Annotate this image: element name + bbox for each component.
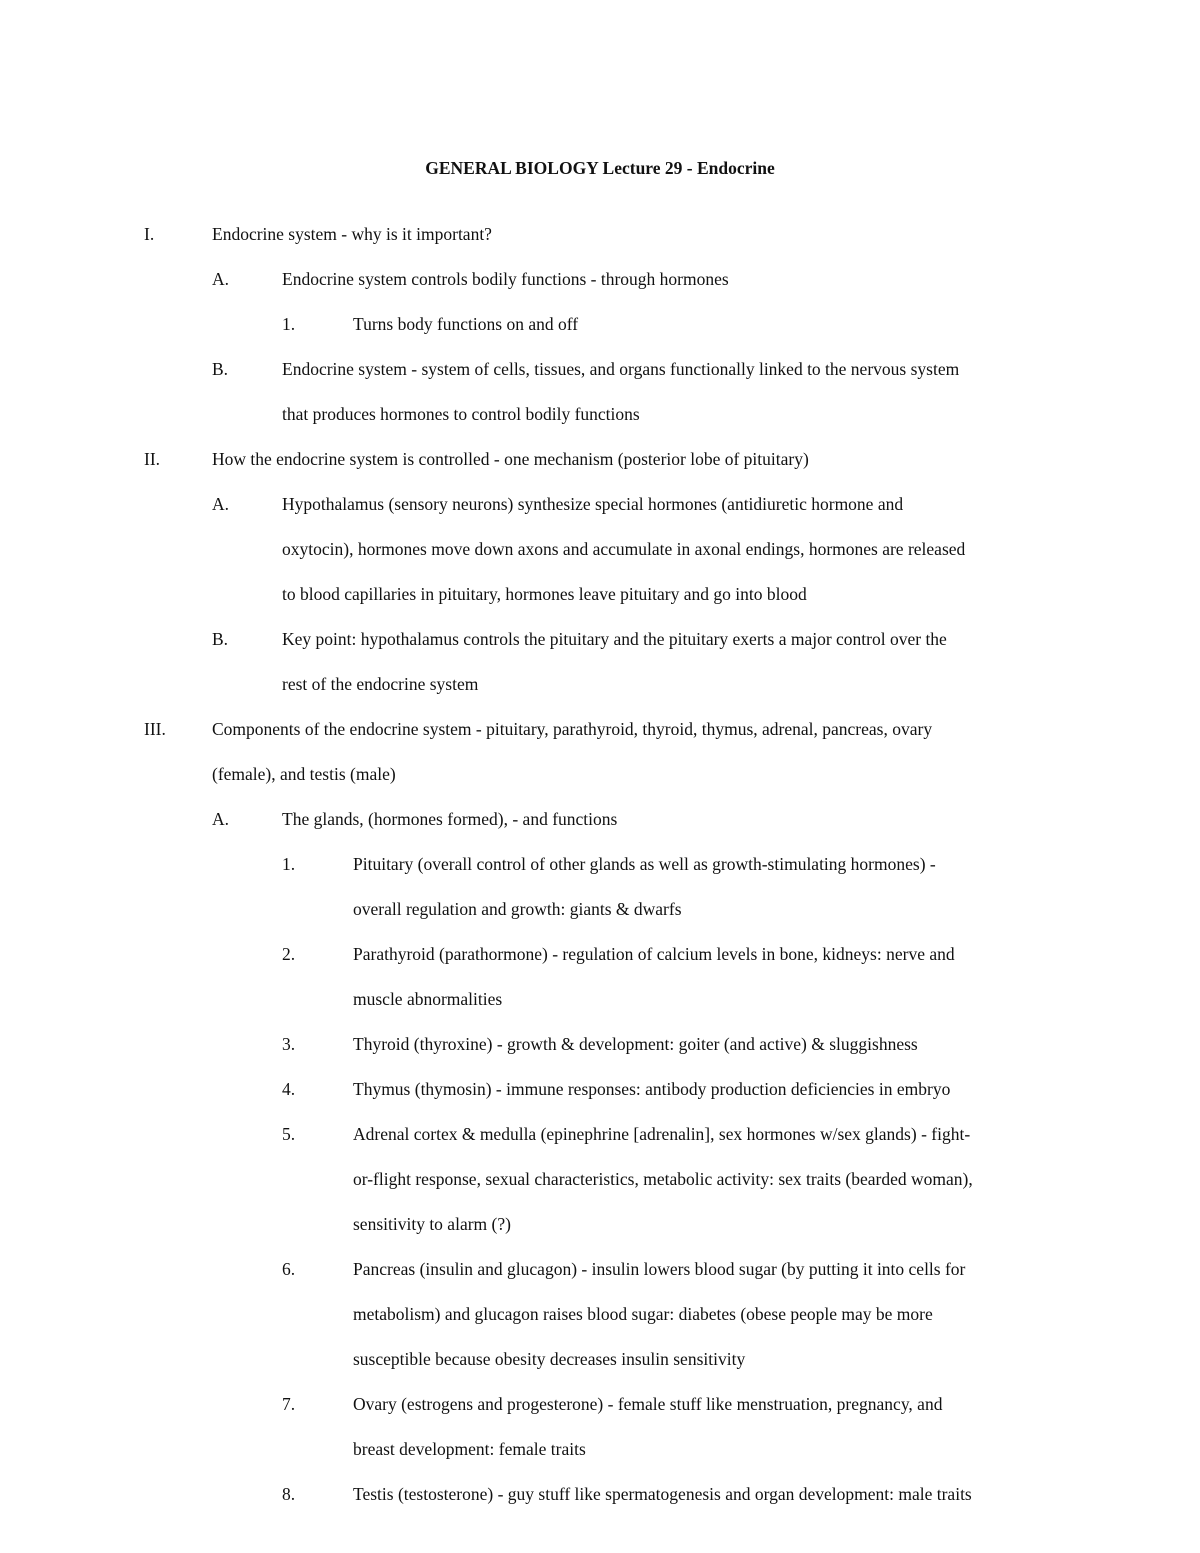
item-text-line: Thymus (thymosin) - immune responses: antibody production deficiencies in embryo — [353, 1079, 951, 1099]
subsection-text-line: Hypothalamus (sensory neurons) synthesize special hormones (antidiuretic hormone and — [282, 494, 904, 514]
subsection-marker: A. — [212, 494, 230, 514]
item-text-line: Pancreas (insulin and glucagon) - insulin lowers blood sugar (by putting it into cells for — [353, 1259, 966, 1279]
item-text-line: metabolism) and glucagon raises blood sugar: diabetes (obese people may be more — [353, 1304, 933, 1324]
item-marker: 2. — [282, 944, 296, 964]
page-title: GENERAL BIOLOGY Lecture 29 - Endocrine — [425, 158, 775, 178]
subsection-marker: A. — [212, 809, 230, 829]
subsection-text-line: Endocrine system - system of cells, tissues, and organs functionally linked to the nervous system — [282, 359, 960, 379]
item-text-line: Turns body functions on and off — [353, 314, 579, 334]
subsection-marker: B. — [212, 629, 229, 649]
item-marker: 8. — [282, 1484, 296, 1504]
subsection-marker: A. — [212, 269, 230, 289]
item-text-line: Testis (testosterone) - guy stuff like spermatogenesis and organ development: male traits — [353, 1484, 972, 1504]
subsection-text-line: The glands, (hormones formed), - and functions — [282, 809, 618, 829]
subsection-text-line: to blood capillaries in pituitary, hormones leave pituitary and go into blood — [282, 584, 807, 604]
subsection-marker: B. — [212, 359, 229, 379]
item-text-line: Ovary (estrogens and progesterone) - female stuff like menstruation, pregnancy, and — [353, 1394, 943, 1414]
item-marker: 4. — [282, 1079, 296, 1099]
item-marker: 6. — [282, 1259, 296, 1279]
item-text-line: susceptible because obesity decreases insulin sensitivity — [353, 1349, 746, 1369]
subsection-text-line: Endocrine system controls bodily functions - through hormones — [282, 269, 729, 289]
subsection-text-line: Key point: hypothalamus controls the pituitary and the pituitary exerts a major control over the — [282, 629, 947, 649]
item-text-line: overall regulation and growth: giants & dwarfs — [353, 899, 682, 919]
section-text-line: How the endocrine system is controlled - one mechanism (posterior lobe of pituitary) — [212, 449, 809, 469]
section-marker: I. — [144, 224, 155, 244]
item-marker: 5. — [282, 1124, 296, 1144]
section-marker: II. — [144, 449, 161, 469]
item-text-line: sensitivity to alarm (?) — [353, 1214, 511, 1234]
item-text-line: Adrenal cortex & medulla (epinephrine [adrenalin], sex hormones w/sex glands) - fight- — [353, 1124, 971, 1144]
item-text-line: Thyroid (thyroxine) - growth & development: goiter (and active) & sluggishness — [353, 1034, 918, 1054]
subsection-text-line: rest of the endocrine system — [282, 674, 479, 694]
item-text-line: muscle abnormalities — [353, 989, 503, 1009]
item-text-line: or-flight response, sexual characteristics, metabolic activity: sex traits (bearded woman), — [353, 1169, 973, 1189]
item-marker: 7. — [282, 1394, 296, 1414]
item-text-line: Parathyroid (parathormone) - regulation of calcium levels in bone, kidneys: nerve and — [353, 944, 955, 964]
section-text-line: Endocrine system - why is it important? — [212, 224, 492, 244]
subsection-text-line: that produces hormones to control bodily functions — [282, 404, 640, 424]
item-text-line: Pituitary (overall control of other glands as well as growth-stimulating hormones) - — [353, 854, 936, 874]
section-marker: III. — [144, 719, 166, 739]
item-marker: 3. — [282, 1034, 296, 1054]
item-marker: 1. — [282, 854, 296, 874]
subsection-text-line: oxytocin), hormones move down axons and accumulate in axonal endings, hormones are released — [282, 539, 966, 559]
item-marker: 1. — [282, 314, 296, 334]
section-text-line: Components of the endocrine system - pituitary, parathyroid, thyroid, thymus, adrenal, pancreas, ovary — [212, 719, 933, 739]
item-text-line: breast development: female traits — [353, 1439, 586, 1459]
section-text-line: (female), and testis (male) — [212, 764, 396, 784]
